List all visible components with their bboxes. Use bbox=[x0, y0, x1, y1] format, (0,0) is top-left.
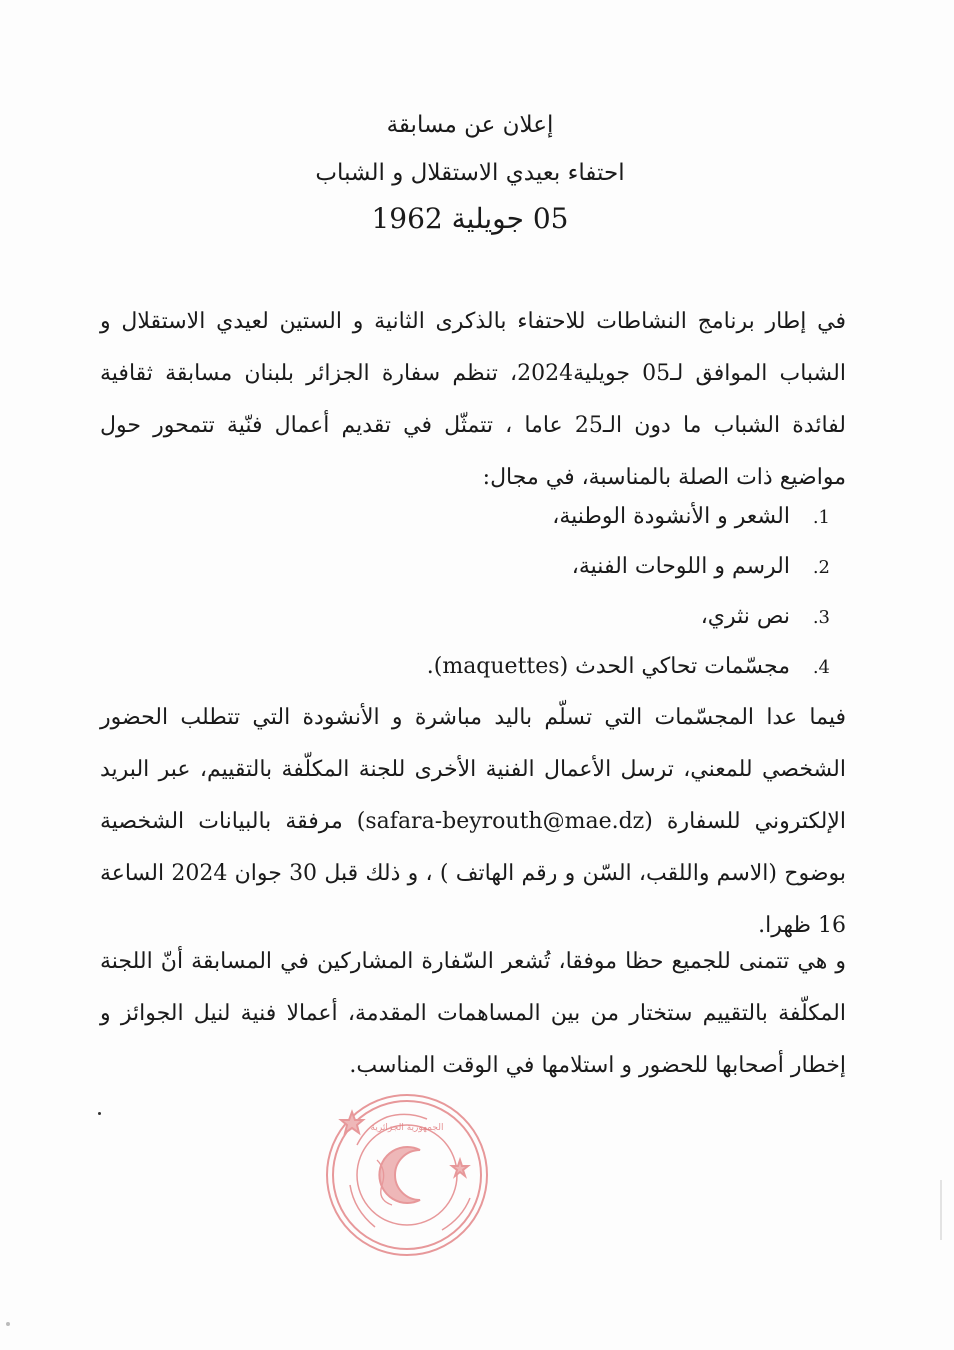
closing-paragraph: و هي تتمنى للجميع حظا موفقا، تُشعر السّفارة المشاركين في المسابقة أنّ اللجنة المكلّفة بالتقييم ستختار من بين المساهمات المقدمة، أعمالا فنية لنيل الجوائز و إخطار أصحابها للحضور و استلامها في الوقت المناسب. bbox=[100, 949, 846, 1078]
announcement-title: إعلان عن مسابقة bbox=[386, 112, 554, 138]
embassy-seal-icon bbox=[322, 1090, 492, 1260]
list-item bbox=[300, 592, 830, 642]
list-item-text: نص نثري، bbox=[700, 604, 790, 629]
list-item-text: مجسّمات تحاكي الحدث (maquettes). bbox=[426, 654, 790, 679]
list-item-text: الشعر و الأنشودة الوطنية، bbox=[552, 504, 790, 529]
list-item bbox=[300, 642, 830, 692]
scan-speck bbox=[6, 1322, 10, 1326]
seal-text: الجمهورية الجزائرية bbox=[370, 1123, 444, 1133]
intro-paragraph: في إطار برنامج النشاطات للاحتفاء بالذكرى الثانية و الستين لعيدي الاستقلال و الشباب الموافق لـ05 جويلية2024، تنظم سفارة الجزائر بلبنان مسابقة ثقافية لفائدة الشباب ما دون الـ25 عاما ، تتمثّل في تقديم أعمال فنّية تتمحور حول مواضيع ذات الصلة بالمناسبة، في مجال: bbox=[100, 309, 846, 490]
list-item-text: الرسم و اللوحات الفنية، bbox=[571, 554, 790, 579]
announcement-date: 05 جويلية 1962 bbox=[371, 202, 569, 235]
announcement-subtitle: احتفاء بعيدي الاستقلال و الشباب bbox=[315, 160, 625, 186]
list-item bbox=[300, 542, 830, 592]
list-item-number: 2. bbox=[812, 557, 830, 578]
categories-list bbox=[300, 492, 830, 692]
submission-paragraph: فيما عدا المجسّمات التي تسلّم باليد مباشرة و الأنشودة التي تتطلب الحضور الشخصي للمعني، ترسل الأعمال الفنية الأخرى للجنة المكلّفة بالتقييم، عبر البريد الإلكتروني للسفارة (safara-beyrouth@mae.dz) مرفقة بالبيانات الشخصية بوضوح (الاسم واللقب، السّن و رقم الهاتف ) ، و ذلك قبل 30 جوان 2024 الساعة 16 ظهرا. bbox=[100, 705, 846, 938]
list-item-number: 1. bbox=[812, 507, 830, 528]
list-item-number: 3. bbox=[812, 607, 830, 628]
list-item-number: 4. bbox=[812, 657, 830, 678]
list-item bbox=[300, 492, 830, 542]
ink-dot bbox=[98, 1112, 101, 1115]
scan-edge-mark bbox=[940, 1180, 942, 1240]
